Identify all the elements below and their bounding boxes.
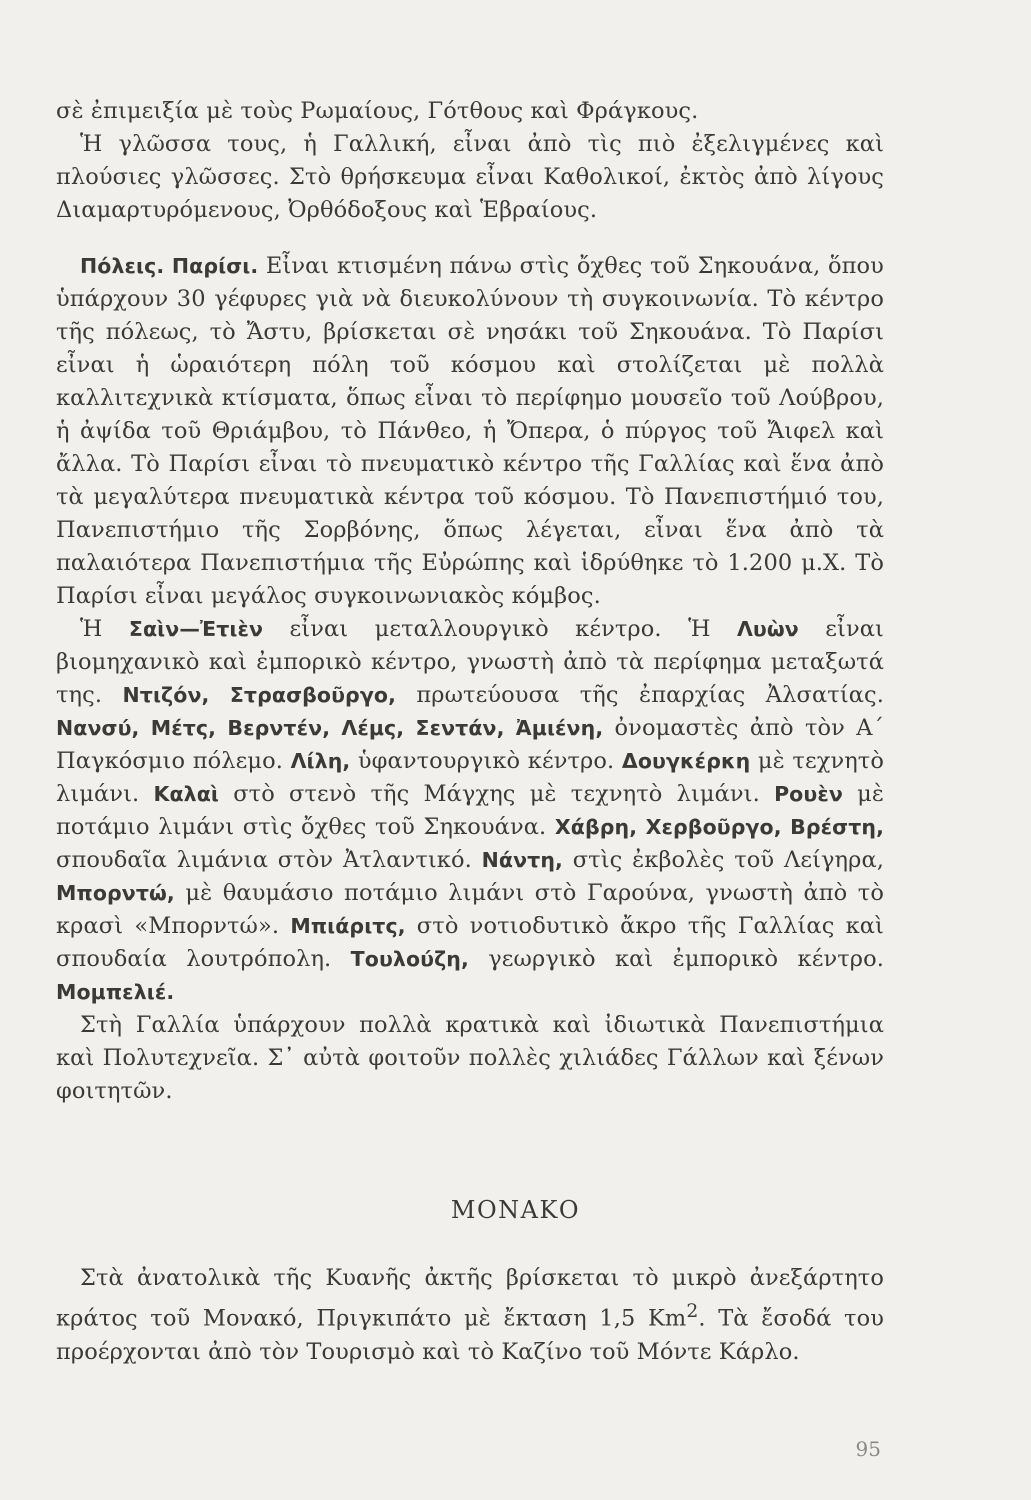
city-name: Καλαὶ bbox=[153, 782, 219, 806]
page-number: 95 bbox=[855, 1437, 881, 1461]
city-description: Ἡ bbox=[80, 616, 129, 642]
city-name: Μομπελιέ. bbox=[56, 980, 175, 1004]
city-description: στὶς ἐκβολὲς τοῦ Λείγηρα, bbox=[562, 847, 884, 873]
city-description: ὑφαντουργικὸ κέντρο. bbox=[350, 748, 622, 774]
city-name: Ντιζόν, Στρασβοῦργο, bbox=[122, 683, 396, 707]
city-name: Ρουὲν bbox=[774, 782, 843, 806]
paris-paragraph bbox=[56, 250, 884, 613]
city-name: Λυὼν bbox=[736, 617, 799, 641]
intro-section bbox=[56, 95, 884, 227]
monaco-paragraph bbox=[56, 1262, 884, 1369]
universities-paragraph: Στὴ Γαλλία ὑπάρχουν πολλὰ κρατικὰ καὶ ἰδιωτικὰ Πανεπιστήμια καὶ Πολυτεχνεῖα. Σ᾽ αὐτὰ φοιτοῦν πολλὲς χιλιάδες Γάλλων καὶ ξένων φοιτητῶν. bbox=[56, 1012, 884, 1104]
city-description: μὲ θαυμάσιο ποτάμιο λιμάνι στὸ Γαρούνα, γνωστὴ ἀπὸ τὸ κρασὶ «Μπορντώ». bbox=[56, 880, 884, 939]
city-description: εἶναι βιομηχανικὸ καὶ ἐμπορικὸ κέντρο, γνωστὴ ἀπὸ τὰ περίφημα μεταξωτά της. bbox=[56, 616, 884, 708]
city-name: Τουλούζη, bbox=[350, 947, 469, 971]
cities-label: Πόλεις. bbox=[80, 254, 165, 278]
city-name: Χάβρη, Χερβοῦργο, Βρέστη, bbox=[554, 815, 884, 839]
monaco-text-before: Στὰ ἀνατολικὰ τῆς Κυανῆς ἀκτῆς βρίσκεται τὸ μικρὸ ἀνεξάρτητο κράτος τοῦ Μονακό, Πριγκιπάτο μὲ ἔκταση 1,5 Km bbox=[56, 1265, 884, 1332]
city-description: σπουδαῖα λιμάνια στὸν Ἀτλαντικό. bbox=[56, 847, 482, 873]
paris-text: Εἶναι κτισμένη πάνω στὶς ὄχθες τοῦ Σηκουάνα, ὅπου ὑπάρχουν 30 γέφυρες γιὰ νὰ διευκολύνουν τὴ συγκοινωνία. Τὸ κέντρο τῆς πόλεως, τὸ Ἄστυ, βρίσκεται σὲ νησάκι τοῦ Σηκουάνα. Τὸ Παρίσι εἶναι ἡ ὡραιότερη πόλη τοῦ κόσμου καὶ στολίζεται μὲ πολλὰ καλλιτεχνικὰ κτίσματα, ὅπως εἶναι τὸ περίφημο μουσεῖο τοῦ Λούβρου, ἡ ἀψίδα τοῦ Θριάμβου, τὸ Πάνθεο, ἡ Ὄπερα, ὁ πύργος τοῦ Ἄιφελ καὶ ἄλλα. Τὸ Παρίσι εἶναι τὸ πνευματικὸ κέντρο τῆς Γαλλίας καὶ ἕνα ἀπὸ τὰ μεγαλύτερα πνευματικὰ κέντρα τοῦ κόσμου. Τὸ Πανεπιστήμιό του, Πανεπιστήμιο τῆς Σορβόνης, ὅπως λέγεται, εἶναι ἕνα ἀπὸ τὰ παλαιότερα Πανεπιστήμια τῆς Εὐρώπης καὶ ἱδρύθηκε τὸ 1.200 μ.Χ. Τὸ Παρίσι εἶναι μεγάλος συγκοινωνιακὸς κόμβος. bbox=[56, 253, 884, 609]
cities-section bbox=[56, 250, 884, 1108]
city-description: στὸ στενὸ τῆς Μάγχης μὲ τεχνητὸ λιμάνι. bbox=[218, 781, 775, 807]
paris-label: Παρίσι. bbox=[171, 254, 259, 278]
city-description: μὲ τεχνητὸ λιμάνι. bbox=[56, 748, 885, 807]
monaco-text-after: . Τὰ ἔσοδά του προέρχονται ἀπὸ τὸν Τουρισμὸ καὶ τὸ Καζίνο τοῦ Μόντε Κάρλο. bbox=[56, 1305, 884, 1365]
intro-paragraph-2: Ἡ γλῶσσα τους, ἡ Γαλλική, εἶναι ἀπὸ τὶς πιὸ ἐξελιγμένες καὶ πλούσιες γλῶσσες. Στὸ θρήσκευμα εἶναι Καθολικοί, ἐκτὸς ἀπὸ λίγους Διαμαρτυρόμενους, Ὀρθόδοξους καὶ Ἑβραίους. bbox=[56, 131, 884, 223]
monaco-area-superscript: 2 bbox=[686, 1301, 699, 1322]
city-description: μὲ ποτάμιο λιμάνι στὶς ὄχθες τοῦ Σηκουάνα. bbox=[56, 781, 884, 840]
city-description: πρωτεύουσα τῆς ἐπαρχίας Ἀλσατίας. bbox=[395, 682, 884, 708]
monaco-section bbox=[56, 1262, 884, 1369]
city-description: εἶναι μεταλλουργικὸ κέντρο. Ἡ bbox=[263, 616, 737, 642]
city-name: Νάντη, bbox=[481, 848, 563, 872]
city-description: ὀνομαστὲς ἀπὸ τὸν Α΄ Παγκόσμιο πόλεμο. bbox=[56, 715, 884, 774]
city-name: Λίλη, bbox=[290, 749, 351, 773]
city-name: Μπιάριτς, bbox=[290, 914, 406, 938]
city-name: Δουγκέρκη bbox=[621, 749, 751, 773]
city-name: Μπορντώ, bbox=[56, 881, 175, 905]
city-name: Σαὶν—Ἐτιὲν bbox=[128, 617, 264, 641]
city-name: Νανσύ, Μέτς, Βερντέν, Λέμς, Σεντάν, Ἀμιένη, bbox=[56, 716, 604, 740]
other-cities-paragraph bbox=[56, 613, 884, 1009]
intro-paragraph-1: σὲ ἐπιμειξία μὲ τοὺς Ρωμαίους, Γότθους καὶ Φράγκους. bbox=[56, 98, 699, 124]
monaco-heading: ΜΟΝΑΚΟ bbox=[450, 1196, 581, 1224]
city-description: στὸ νοτιοδυτικὸ ἄκρο τῆς Γαλλίας καὶ σπουδαία λουτρόπολη. bbox=[56, 913, 884, 972]
city-description: γεωργικὸ καὶ ἐμπορικὸ κέντρο. bbox=[468, 946, 884, 972]
